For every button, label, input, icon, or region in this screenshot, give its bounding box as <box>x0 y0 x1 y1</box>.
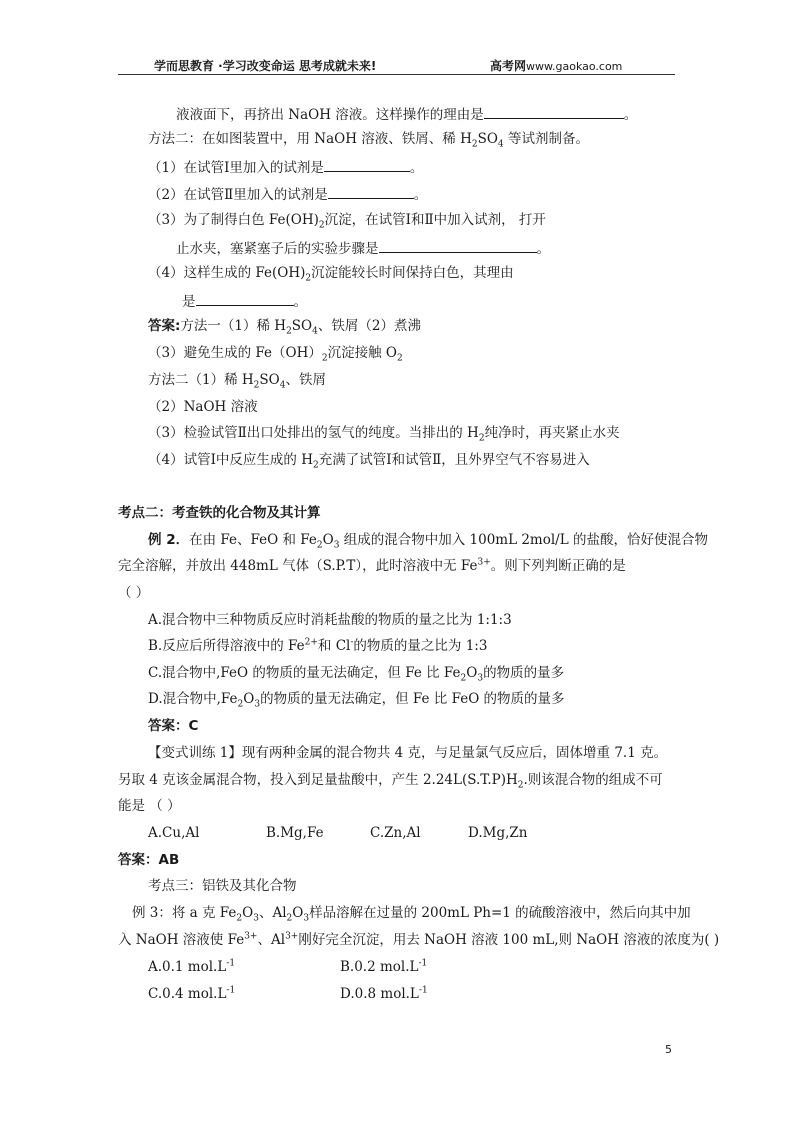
answer-blank <box>328 184 414 199</box>
answer-line: （2）NaOH 溶液 <box>148 399 258 415</box>
answer-line: （3）避免生成的 $Fe(OH)_2$沉淀接触 $O_2$ <box>148 345 403 364</box>
text-line: 方法二：在如图装置中，用 NaOH 溶液、铁屑、稀 $H_2SO_4$ 等试剂制备。 <box>148 131 589 150</box>
variant-option-c: C.Zn,Al <box>370 825 421 841</box>
ex3-option-a: A.0.1 $mol.L^{-1}$ <box>148 958 236 975</box>
option-b: B.反应后所得溶液中的 $Fe^{2+}$和 Cl-的物质的量之比为 1:3 <box>148 637 488 654</box>
ex3-option-b: B.0.2 $mol.L^{-1}$ <box>340 958 428 975</box>
example-2-line: 完全溶解，并放出 448mL 气体（S.P.T），此时溶液中无 $Fe^{3+}$。则下列判断正确的是 <box>118 557 626 574</box>
example-3-line: 入 NaOH 溶液使 $Fe^{3+}$、$Al^{3+}$刚好完全沉淀，用去 NaOH 溶液 100 mL,则 NaOH 溶液的浓度为( ) <box>118 931 720 948</box>
variant-1-line: 另取 4 克该金属混合物，投入到足量盐酸中，产生 $2.24L(S.T.P)H_2$.则该混合物的组成不可 <box>118 772 663 791</box>
answer-blank <box>324 157 410 172</box>
answer-line: （3）检验试管Ⅱ出口处排出的氢气的纯度。当排出的 $H_2$纯净时，再夹紧止水夹 <box>148 425 620 444</box>
example-2: 例 2．在由 Fe、FeO 和 $Fe_2O_3$ 组成的混合物中加入 100mL 2mol/L 的盐酸，恰好使混合物 <box>148 532 708 551</box>
variant-1-line: 能是 （ ） <box>118 798 181 814</box>
answer-blank <box>484 104 624 119</box>
ex3-option-d: D.0.8 $mol.L^{-1}$ <box>340 985 428 1002</box>
header-site-url: www.gaokao.com <box>526 60 623 73</box>
text-line: 是 。 <box>182 291 307 311</box>
header-slogan: 学而思教育 ·学习改变命运 思考成就未来! <box>154 59 377 73</box>
variant-options <box>148 824 527 842</box>
ex3-options-row2 <box>148 985 428 1003</box>
answer-blank <box>379 238 537 253</box>
variant-option-d: D.Mg,Zn <box>468 825 528 841</box>
option-a: A.混合物中三种物质反应时消耗盐酸的物质的量之比为 1:1:3 <box>148 612 512 628</box>
text-line: （4）这样生成的 $Fe(OH)_2$沉淀能较长时间保持白色，其理由 <box>148 265 514 284</box>
variant-option-b: B.Mg,Fe <box>266 825 324 841</box>
option-c: C.混合物中,FeO 的物质的量无法确定，但 Fe 比 $Fe_2O_3$的物质的量多 <box>148 665 565 684</box>
page-number: 5 <box>665 1043 672 1056</box>
answer-line: 答案:方法一（1）稀 $H_2SO_4$、铁屑（2）煮沸 <box>148 318 421 337</box>
example-2-line: （ ） <box>118 585 150 601</box>
ex3-option-c: C.0.4 $mol.L^{-1}$ <box>148 985 236 1002</box>
section-title-3: 考点三：铝铁及其化合物 <box>148 878 297 894</box>
ex3-options-row1 <box>148 958 427 976</box>
text-line: （2）在试管Ⅱ里加入的试剂是 。 <box>148 184 427 204</box>
example-3: 例 3：将 a 克 $Fe_2O_3$、$Al_2O_3$样品溶解在过量的 200mL Ph=1 的硫酸溶液中，然后向其中加 <box>132 905 691 924</box>
text-line: 液液面下，再挤出 NaOH 溶液。这样操作的理由是 。 <box>176 104 637 124</box>
answer-line: （4）试管Ⅰ中反应生成的 $H_2$充满了试管Ⅰ和试管Ⅱ，且外界空气不容易进入 <box>148 452 590 471</box>
variant-1: 【变式训练 1】现有两种金属的混合物共 4 克，与足量氯气反应后，固体增重 7.1 克。 <box>148 745 668 761</box>
variant-option-a: A.Cu,Al <box>148 825 200 841</box>
answer-line: 方法二（1）稀 $H_2SO_4$、铁屑 <box>148 372 326 391</box>
answer-variant-1: 答案：AB <box>118 852 180 868</box>
text-line: 止水夹，塞紧塞子后的实验步骤是 。 <box>176 238 550 258</box>
header-site <box>490 57 622 74</box>
section-title-2: 考点二：考查铁的化合物及其计算 <box>118 505 321 521</box>
answer-blank <box>196 291 294 306</box>
answer-2: 答案：C <box>148 718 199 734</box>
header-site-name: 高考网 <box>490 59 527 73</box>
text-line: （3）为了制得白色 $Fe(OH)_2$沉淀，在试管Ⅰ和Ⅱ中加入试剂， 打开 <box>148 212 546 231</box>
text-line: （1）在试管Ⅰ里加入的试剂是 。 <box>148 157 423 177</box>
option-d: D.混合物中$,Fe_2O_3$的物质的量无法确定，但 Fe 比 FeO 的物质的量多 <box>148 691 565 710</box>
page-header <box>118 52 675 75</box>
